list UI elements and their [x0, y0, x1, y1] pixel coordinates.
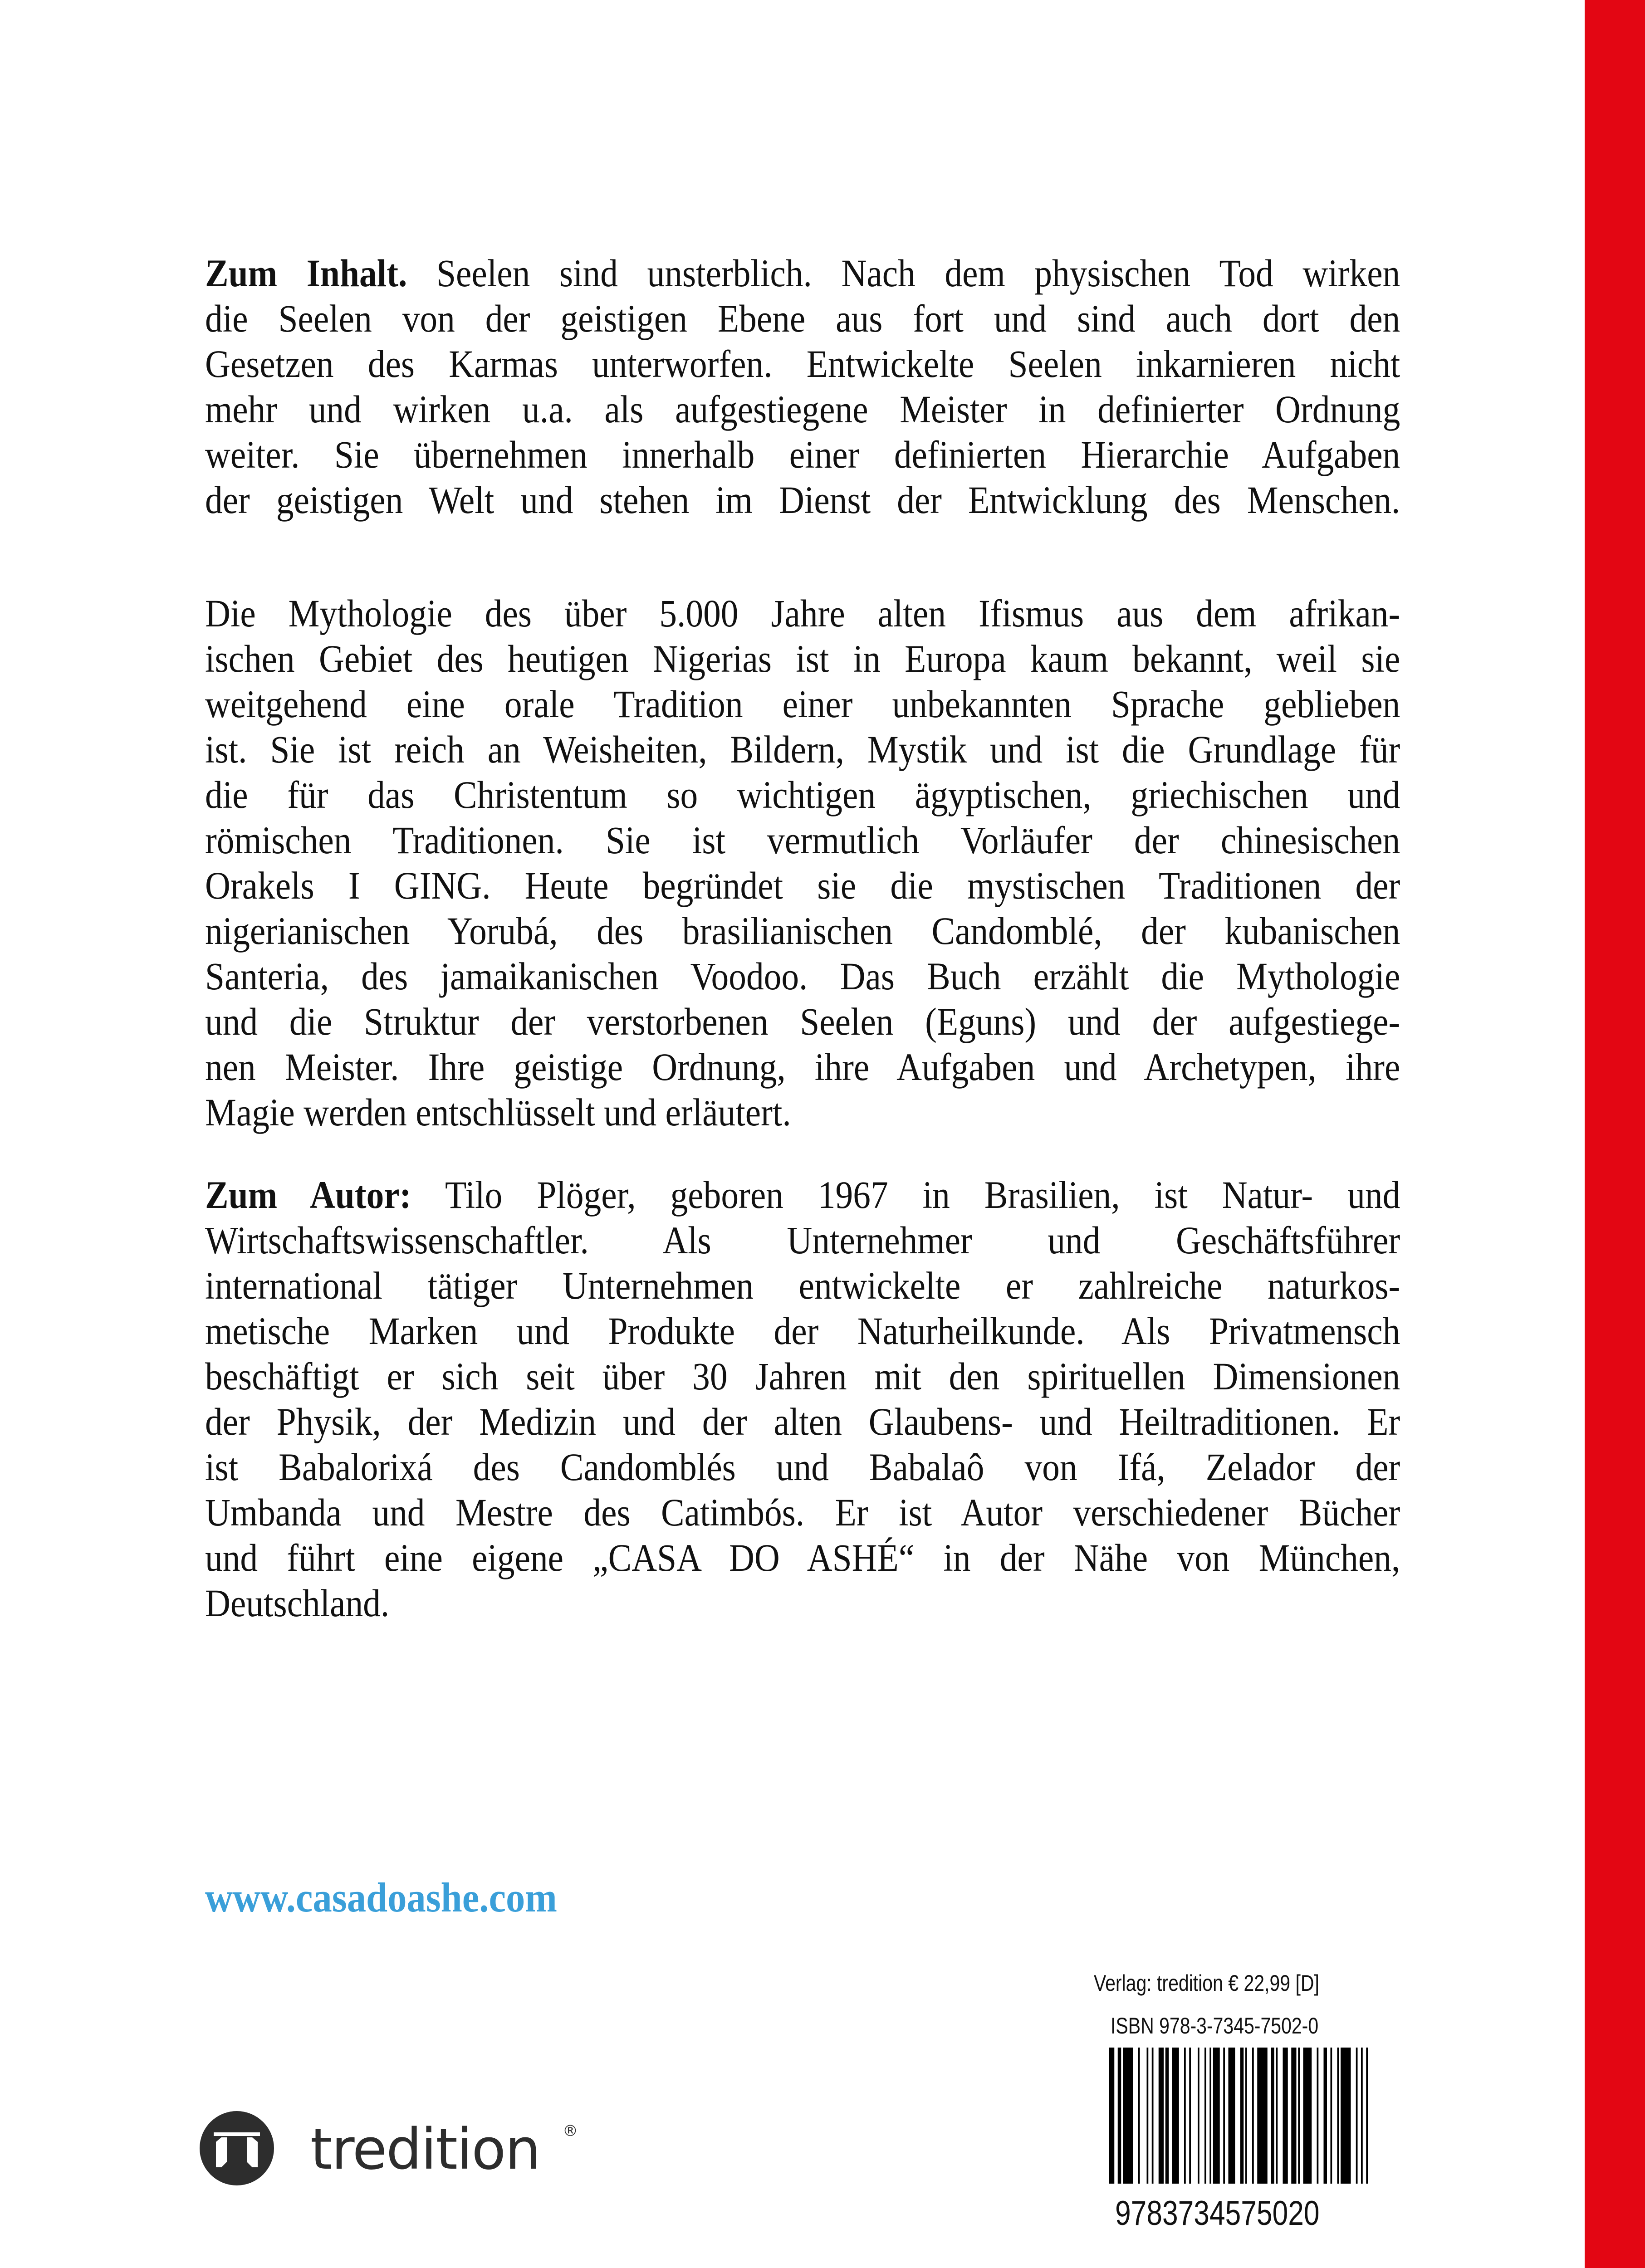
ean-number: 9783734575020 [1115, 2194, 1320, 2233]
tredition-logo-icon [200, 2111, 274, 2185]
text-line [205, 1490, 1400, 1535]
barcode-bar [1341, 2048, 1351, 2184]
text-line-content: Umbanda und Mestre des Catimbós. Er ist Autor verschiedener Bücher [205, 1491, 1400, 1534]
text-line-content: römischen Traditionen. Sie ist vermutlich Vorläufer der chinesischen [205, 818, 1400, 862]
text-line-content: und die Struktur der verstorbenen Seelen (Eguns) und der aufgestiege- [205, 1000, 1400, 1043]
text-line [205, 1580, 1400, 1626]
text-line-content: Wirtschaftswissenschaftler. Als Unternehmer und Geschäftsführer [205, 1218, 1400, 1262]
barcode-bar [1198, 2048, 1199, 2184]
barcode-bar [1245, 2048, 1247, 2184]
barcode-bar [1240, 2048, 1244, 2184]
text-line [205, 1090, 1400, 1135]
barcode-bar [1147, 2048, 1149, 2184]
barcode-bar [1189, 2048, 1191, 2184]
text-line-content: Deutschland. [205, 1581, 390, 1625]
tredition-logo-text: tredition [310, 2117, 540, 2182]
text-line [205, 727, 1400, 772]
text-line-content: beschäftigt er sich seit über 30 Jahren mit den spirituellen Dimensionen [205, 1354, 1400, 1398]
barcode-bar [1204, 2048, 1206, 2184]
text-line-content: weiter. Sie übernehmen innerhalb einer definierten Hierarchie Aufgaben [205, 433, 1400, 476]
barcode-bar [1209, 2048, 1211, 2184]
barcode-bar [1229, 2048, 1235, 2184]
text-line [205, 1535, 1400, 1580]
barcode-bar [1109, 2048, 1114, 2184]
text-line [205, 1044, 1400, 1090]
barcode-bar [1165, 2048, 1169, 2184]
text-line-content: weitgehend eine orale Tradition einer unbekannten Sprache geblieben [205, 682, 1400, 726]
barcode-bar [1303, 2048, 1312, 2184]
paragraph-mythology [205, 591, 1400, 1135]
text-line [205, 477, 1400, 523]
barcode-bar [1252, 2048, 1254, 2184]
barcode-icon [1109, 2048, 1368, 2184]
barcode-bar [1276, 2048, 1278, 2184]
text-line [205, 1444, 1400, 1490]
text-line-content: Orakels I GING. Heute begründet sie die mystischen Traditionen der [205, 864, 1400, 907]
text-line-content: und führt eine eigene „CASA DO ASHÉ“ in der Nähe von München, [205, 1536, 1400, 1579]
text-line-content: die für das Christentum so wichtigen ägyptischen, griechischen und [205, 773, 1400, 816]
barcode-bar [1138, 2048, 1140, 2184]
text-line-content: die Seelen von der geistigen Ebene aus fort und sind auch dort den [205, 297, 1400, 340]
text-line-content: Magie werden entschlüsselt und erläutert. [205, 1090, 791, 1134]
text-line [205, 636, 1400, 681]
text-line [205, 296, 1400, 341]
text-line-content: Gesetzen des Karmas unterworfen. Entwickelte Seelen inkarnieren nicht [205, 342, 1400, 386]
text-line-content: metische Marken und Produkte der Naturheilkunde. Als Privatmensch [205, 1309, 1400, 1353]
text-line [205, 1399, 1400, 1444]
text-line [205, 386, 1400, 432]
barcode-bar [1223, 2048, 1225, 2184]
text-line-content: Tilo Plöger, geboren 1967 in Brasilien, ist Natur- und [411, 1173, 1400, 1217]
barcode-bar [1356, 2048, 1358, 2184]
barcode-bar [1324, 2048, 1327, 2184]
barcode-bar [1152, 2048, 1154, 2184]
text-line [205, 1354, 1400, 1399]
text-line [205, 863, 1400, 908]
barcode-bar [1283, 2048, 1288, 2184]
barcode-bar [1159, 2048, 1164, 2184]
text-line [205, 681, 1400, 727]
spine-red-bar [1585, 0, 1645, 2268]
barcode-bar [1172, 2048, 1179, 2184]
barcode-bar [1317, 2048, 1319, 2184]
publisher-price-label: Verlag: tredition € 22,99 [D] [1094, 1970, 1319, 1996]
paragraph-lead: Zum Autor: [205, 1173, 411, 1217]
paragraph-lead: Zum Inhalt. [205, 251, 407, 295]
paragraph-content-summary [205, 250, 1400, 523]
text-line [205, 432, 1400, 477]
text-line [205, 1263, 1400, 1308]
text-line [205, 772, 1400, 817]
website-link[interactable]: www.casadoashe.com [205, 1874, 557, 1921]
text-line-content: ist Babalorixá des Candomblés und Babalaô von Ifá, Zelador der [205, 1445, 1400, 1489]
text-line-content: ischen Gebiet des heutigen Nigerias ist in Europa kaum bekannt, weil sie [205, 637, 1400, 680]
barcode-bar [1298, 2048, 1300, 2184]
barcode-bar [1291, 2048, 1296, 2184]
text-line [205, 817, 1400, 863]
barcode-bar [1184, 2048, 1186, 2184]
text-line-content: der Physik, der Medizin und der alten Glaubens- und Heiltraditionen. Er [205, 1400, 1400, 1443]
barcode-bar [1331, 2048, 1332, 2184]
text-line-content: Seelen sind unsterblich. Nach dem physischen Tod wirken [407, 251, 1400, 295]
text-line [205, 1217, 1400, 1263]
text-line-content: nen Meister. Ihre geistige Ordnung, ihre Aufgaben und Archetypen, ihre [205, 1045, 1400, 1089]
text-line-content: international tätiger Unternehmen entwickelte er zahlreiche naturkos- [205, 1264, 1400, 1307]
text-line [205, 1172, 1400, 1217]
text-line [205, 250, 1400, 296]
barcode-bar [1213, 2048, 1220, 2184]
text-line [205, 341, 1400, 386]
text-line [205, 591, 1400, 636]
text-line [205, 953, 1400, 999]
paragraph-about-author [205, 1172, 1400, 1626]
barcode-bar [1366, 2048, 1368, 2184]
tredition-logo [200, 2111, 581, 2185]
text-line-content: Die Mythologie des über 5.000 Jahre alten Ifismus aus dem afrikan- [205, 591, 1400, 635]
text-line-content: ist. Sie ist reich an Weisheiten, Bildern, Mystik und ist die Grundlage für [205, 728, 1400, 771]
barcode-bar [1123, 2048, 1133, 2184]
text-line-content: der geistigen Welt und stehen im Dienst der Entwicklung des Menschen. [205, 478, 1400, 522]
barcode-bar [1271, 2048, 1274, 2184]
text-line-content: nigerianischen Yorubá, des brasilianischen Candomblé, der kubanischen [205, 909, 1400, 953]
barcode-bar [1361, 2048, 1363, 2184]
text-line [205, 1308, 1400, 1354]
text-line-content: Santeria, des jamaikanischen Voodoo. Das Buch erzählt die Mythologie [205, 954, 1400, 998]
text-line-content: mehr und wirken u.a. als aufgestiegene Meister in definierter Ordnung [205, 387, 1400, 431]
isbn-label: ISBN 978-3-7345-7502-0 [1111, 2013, 1319, 2038]
barcode-bar [1118, 2048, 1121, 2184]
barcode-bar [1257, 2048, 1268, 2184]
text-line [205, 908, 1400, 953]
registered-mark: ® [563, 2122, 578, 2140]
barcode-bar [1337, 2048, 1339, 2184]
text-line [205, 999, 1400, 1044]
